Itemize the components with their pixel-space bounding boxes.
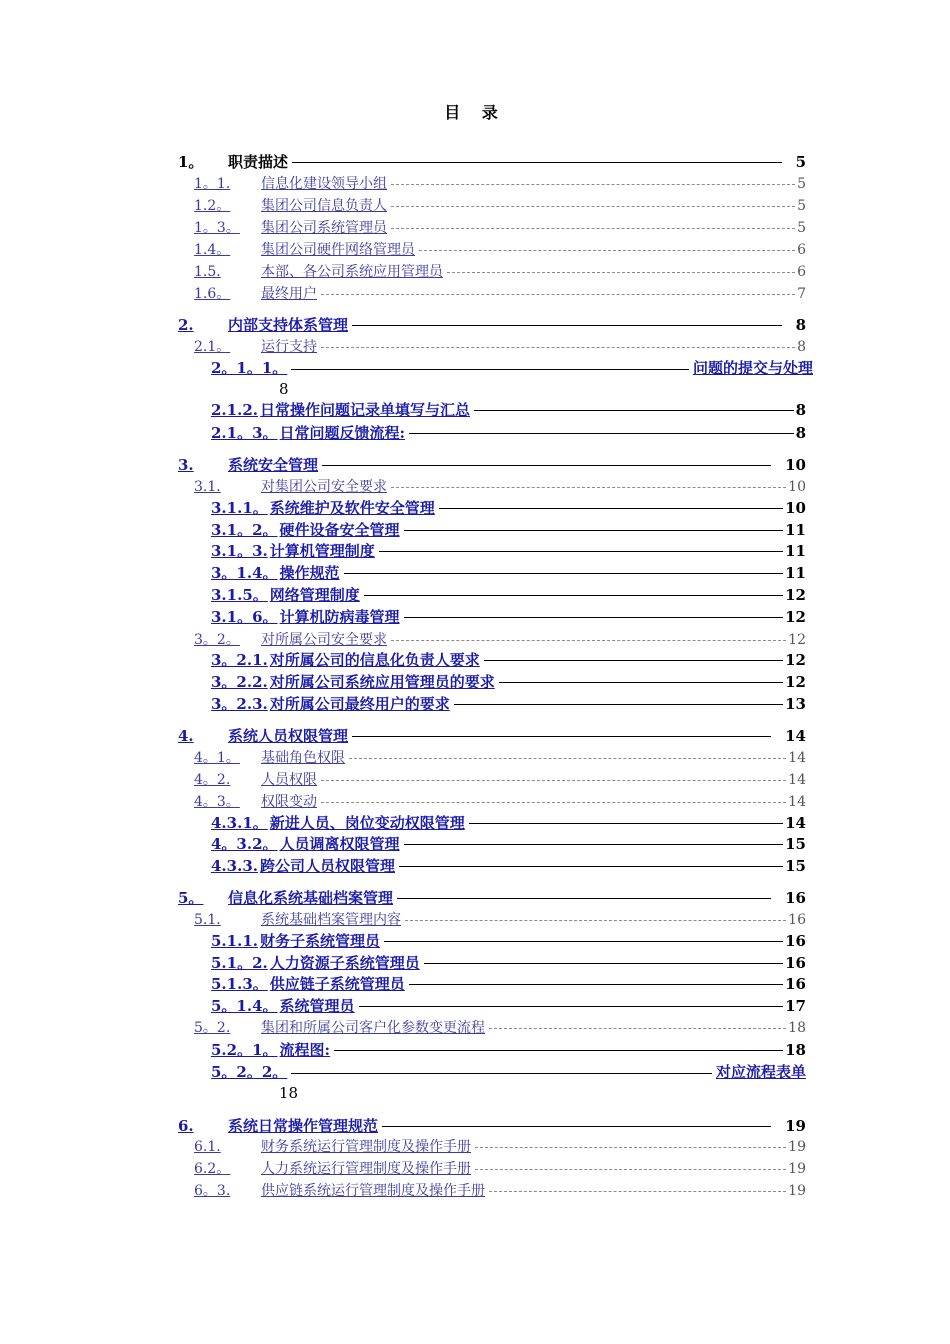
- toc-entry-page: 5: [797, 198, 806, 214]
- leader-line: [321, 802, 786, 803]
- leader-line: [391, 206, 795, 207]
- toc-entry-number: 5.1.1.: [211, 932, 258, 950]
- toc-entry-title: 对所属公司的信息化负责人要求: [269, 651, 480, 669]
- leader-line: [404, 530, 784, 531]
- toc-entry-number: 1.5.: [194, 264, 221, 280]
- toc-entry[interactable]: [211, 1062, 289, 1082]
- toc-entry-number: 1.6。: [194, 286, 231, 302]
- toc-entry-number: 1。: [178, 153, 204, 171]
- leader-line: [409, 984, 783, 985]
- toc-entry-title: 对所属公司最终用户的要求: [269, 695, 450, 713]
- toc-entry-page: 12: [788, 632, 806, 648]
- leader-line: [399, 866, 783, 867]
- leader-line: [344, 573, 784, 574]
- toc-entry-title: 系统管理员: [279, 997, 355, 1015]
- toc-entry-number: 1。3。: [194, 220, 240, 236]
- leader-line: [454, 704, 783, 705]
- toc-entry[interactable]: [211, 672, 495, 692]
- toc-entry-number: 1.2。: [194, 198, 231, 214]
- toc-entry-number: 3。2.2.: [211, 673, 268, 691]
- toc-entry-number: 6.: [178, 1117, 194, 1135]
- toc-entry[interactable]: [211, 974, 405, 994]
- leader-line: [409, 433, 793, 434]
- toc-entry-title: 对应流程表单: [715, 1063, 806, 1081]
- toc-entry-page: 10: [785, 456, 806, 474]
- toc-entry-title-right[interactable]: [716, 1062, 806, 1082]
- toc-entry-title: 对集团公司安全要求: [261, 479, 387, 495]
- leader-line: [334, 1050, 783, 1051]
- toc-entry-number: 3。1.4。: [211, 564, 278, 582]
- toc-entry[interactable]: [194, 337, 317, 357]
- toc-entry-page: 19: [788, 1161, 806, 1177]
- toc-entry-title: 权限变动: [261, 794, 317, 810]
- toc-entry-page: 16: [785, 889, 806, 907]
- toc-entry-number: 6.1.: [194, 1139, 221, 1155]
- toc-entry[interactable]: [211, 1040, 330, 1060]
- toc-entry-title: 网络管理制度: [269, 586, 360, 604]
- toc-entry-title: 人力系统运行管理制度及操作手册: [261, 1161, 471, 1177]
- toc-entry[interactable]: [211, 834, 400, 854]
- toc-entry[interactable]: [211, 931, 380, 951]
- toc-entry-number: 2.1。: [194, 339, 231, 355]
- toc-entry-number: 3.1。6。: [211, 608, 278, 626]
- toc-entry-number: 3。2。: [194, 632, 240, 648]
- toc-entry-page: 14: [785, 727, 806, 745]
- toc-entry-page: 18: [788, 1020, 806, 1036]
- toc-entry-number: 1.4。: [194, 242, 231, 258]
- toc-entry-title: 信息化建设领导小组: [261, 176, 387, 192]
- toc-entry-number: 5。1.4。: [211, 997, 278, 1015]
- toc-entry-number: 4.: [178, 727, 194, 745]
- toc-entry-page: 12: [785, 651, 806, 669]
- toc-entry-page: 18: [785, 1041, 806, 1059]
- toc-entry-number: 3.1.1。: [211, 499, 268, 517]
- toc-entry-number: 2.1。3。: [211, 424, 278, 442]
- toc-entry[interactable]: [194, 1137, 471, 1157]
- toc-entry[interactable]: [211, 694, 450, 714]
- toc-entry[interactable]: [211, 813, 465, 833]
- toc-entry-number: 3。2.1.: [211, 651, 268, 669]
- toc-entry[interactable]: [178, 455, 318, 475]
- toc-entry-page: 19: [785, 1117, 806, 1135]
- toc-entry-page: 17: [785, 997, 806, 1015]
- toc-entry[interactable]: [211, 541, 375, 561]
- toc-entry[interactable]: [194, 1159, 471, 1179]
- toc-entry-number: 2.1.2.: [211, 401, 258, 419]
- toc-entry-title: 集团公司硬件网络管理员: [261, 242, 415, 258]
- toc-entry-title: 运行支持: [261, 339, 317, 355]
- toc-entry[interactable]: [178, 315, 348, 335]
- leader-line: [484, 660, 783, 661]
- toc-entry-title: 信息化系统基础档案管理: [228, 889, 394, 907]
- leader-line: [404, 617, 784, 618]
- leader-line: [291, 1073, 712, 1074]
- toc-entry-title: 集团公司系统管理员: [261, 220, 387, 236]
- leader-line: [447, 272, 795, 273]
- toc-entry[interactable]: [178, 152, 288, 172]
- leader-line: [474, 410, 794, 411]
- toc-entry-title: 人力资源子系统管理员: [269, 954, 420, 972]
- toc-entry-number: 6.2。: [194, 1161, 231, 1177]
- toc-entry-number: 3.1.: [194, 479, 221, 495]
- leader-line: [475, 1147, 786, 1148]
- toc-entry-number: 5.1.3。: [211, 975, 268, 993]
- leader-line: [391, 487, 786, 488]
- toc-entry-title: 系统基础档案管理内容: [261, 912, 401, 928]
- toc-entry[interactable]: [194, 240, 415, 260]
- toc-entry[interactable]: [194, 1181, 485, 1201]
- toc-entry[interactable]: [211, 520, 400, 540]
- toc-entry-number: 3.1。2。: [211, 521, 278, 539]
- toc-entry-page: 14: [788, 750, 806, 766]
- leader-line: [364, 595, 783, 596]
- leader-line: [382, 1126, 771, 1127]
- toc-entry-title: 新进人员、岗位变动权限管理: [269, 814, 465, 832]
- toc-entry-page: 8: [797, 339, 806, 355]
- toc-entry-number: 3。2.3.: [211, 695, 268, 713]
- toc-entry[interactable]: [178, 888, 393, 908]
- toc-entry[interactable]: [194, 748, 345, 768]
- toc-entry-page: 11: [785, 564, 806, 582]
- toc-entry-title: 本部、各公司系统应用管理员: [261, 264, 443, 280]
- toc-entry-page: 14: [788, 794, 806, 810]
- toc-entry-title: 集团和所属公司客户化参数变更流程: [261, 1020, 485, 1036]
- toc-entry[interactable]: [178, 1116, 378, 1136]
- leader-line: [321, 347, 795, 348]
- toc-entry[interactable]: [194, 1018, 485, 1038]
- toc-entry-number: 3.1.5。: [211, 586, 268, 604]
- toc-entry[interactable]: [211, 585, 360, 605]
- toc-entry[interactable]: [194, 262, 443, 282]
- toc-entry-title: 系统日常操作管理规范: [228, 1117, 379, 1135]
- toc-entry-title: 系统维护及软件安全管理: [269, 499, 435, 517]
- toc-entry[interactable]: [194, 910, 401, 930]
- toc-entry-title: 硬件设备安全管理: [279, 521, 400, 539]
- leader-line: [419, 250, 795, 251]
- leader-line: [499, 682, 783, 683]
- toc-entry-page: 8: [795, 316, 806, 334]
- toc-entry-page: 16: [785, 932, 806, 950]
- toc-entry-number: 2.: [178, 316, 194, 334]
- toc-entry[interactable]: [194, 284, 317, 304]
- toc-entry-title: 基础角色权限: [261, 750, 345, 766]
- toc-entry-number: 5.1.: [194, 912, 221, 928]
- toc-entry-page: 8: [795, 401, 806, 419]
- toc-entry-number: 5。2。2。: [211, 1063, 288, 1081]
- toc-entry-number: 4。3。: [194, 794, 240, 810]
- toc-entry-page: 7: [797, 286, 806, 302]
- toc-entry-title: 人员调离权限管理: [279, 835, 400, 853]
- toc-entry[interactable]: [211, 423, 405, 443]
- leader-line: [404, 844, 784, 845]
- leader-line: [439, 508, 783, 509]
- toc-entry[interactable]: [194, 174, 387, 194]
- toc-entry[interactable]: [211, 856, 395, 876]
- toc-entry-number: 5。2.: [194, 1020, 231, 1036]
- toc-entry-title: 问题的提交与处理: [692, 359, 813, 377]
- toc-entry-title: 系统人员权限管理: [228, 727, 349, 745]
- leader-line: [384, 941, 783, 942]
- leader-line: [424, 963, 783, 964]
- toc-entry-page: 16: [785, 954, 806, 972]
- toc-entry-page: 16: [785, 975, 806, 993]
- toc-entry-number: 4。1。: [194, 750, 240, 766]
- toc-entry-page: 12: [785, 586, 806, 604]
- toc-entry-page: 10: [785, 499, 806, 517]
- toc-entry[interactable]: [211, 358, 289, 378]
- toc-entry-page: 5: [795, 153, 806, 171]
- toc-entry-page: 8: [279, 380, 289, 398]
- toc-entry-number: 4。3.2。: [211, 835, 278, 853]
- toc-entry-page: 12: [785, 673, 806, 691]
- leader-line: [359, 1006, 784, 1007]
- leader-line: [292, 162, 782, 163]
- leader-line: [489, 1028, 786, 1029]
- toc-entry-page: 19: [788, 1183, 806, 1199]
- toc-entry-number: 4.3.3.: [211, 857, 258, 875]
- toc-entry[interactable]: [194, 196, 387, 216]
- toc-entry-title: 日常问题反馈流程:: [279, 424, 406, 442]
- toc-entry-title: 内部支持体系管理: [228, 316, 349, 334]
- leader-line: [352, 325, 782, 326]
- toc-entry-number: 5.1。2.: [211, 954, 268, 972]
- toc-entry-title: 计算机防病毒管理: [279, 608, 400, 626]
- toc-entry[interactable]: [194, 792, 317, 812]
- toc-entry[interactable]: [211, 607, 400, 627]
- toc-entry-title: 系统安全管理: [228, 456, 319, 474]
- toc-entry-title: 操作规范: [279, 564, 340, 582]
- toc-entry[interactable]: [211, 563, 340, 583]
- leader-line: [291, 369, 689, 370]
- toc-entry[interactable]: [211, 996, 355, 1016]
- toc-entry-number: 4.3.1。: [211, 814, 268, 832]
- toc-entry-number: 5.2。1。: [211, 1041, 278, 1059]
- toc-entry-number: 2。1。1。: [211, 359, 288, 377]
- toc-entry-page: 10: [788, 479, 806, 495]
- toc-entry-title: 集团公司信息负责人: [261, 198, 387, 214]
- toc-entry-page: 12: [785, 608, 806, 626]
- toc-entry[interactable]: [194, 477, 387, 497]
- toc-entry-title: 职责描述: [228, 153, 289, 171]
- leader-line: [469, 823, 783, 824]
- toc-entry-title: 供应链系统运行管理制度及操作手册: [261, 1183, 485, 1199]
- toc-entry-number: 4。2.: [194, 772, 231, 788]
- toc-entry-page: 18: [279, 1084, 299, 1102]
- toc-entry-title: 跨公司人员权限管理: [259, 857, 395, 875]
- toc-entry-page: 5: [797, 176, 806, 192]
- toc-entry-page: 11: [785, 521, 806, 539]
- toc-entry-title: 供应链子系统管理员: [269, 975, 405, 993]
- toc-entry-title: 计算机管理制度: [269, 542, 375, 560]
- toc-entry[interactable]: [211, 650, 480, 670]
- toc-entry-number: 6。3.: [194, 1183, 231, 1199]
- leader-line: [391, 228, 795, 229]
- toc-entry-title: 对所属公司安全要求: [261, 632, 387, 648]
- leader-line: [322, 465, 771, 466]
- leader-line: [349, 758, 786, 759]
- leader-line: [397, 898, 771, 899]
- toc-entry[interactable]: [211, 498, 435, 518]
- leader-line: [352, 736, 771, 737]
- toc-entry-number: 5。: [178, 889, 204, 907]
- toc-entry-page: 19: [788, 1139, 806, 1155]
- toc-entry-title-right[interactable]: [693, 358, 813, 378]
- toc-entry-page: 6: [797, 242, 806, 258]
- leader-line: [379, 551, 783, 552]
- leader-line: [321, 780, 786, 781]
- toc-entry-page: 13: [785, 695, 806, 713]
- toc-entry-title: 对所属公司系统应用管理员的要求: [269, 673, 495, 691]
- leader-line: [391, 640, 786, 641]
- toc-entry-page: 14: [785, 814, 806, 832]
- toc-entry[interactable]: [194, 218, 387, 238]
- leader-line: [489, 1191, 786, 1192]
- toc-entry[interactable]: [178, 726, 348, 746]
- leader-line: [475, 1169, 786, 1170]
- toc-entry-title: 日常操作问题记录单填写与汇总: [259, 401, 470, 419]
- toc-entry-title: 流程图:: [279, 1041, 331, 1059]
- toc-entry-number: 3.1。3.: [211, 542, 268, 560]
- toc-entry[interactable]: [211, 953, 420, 973]
- toc-entry-title: 财务系统运行管理制度及操作手册: [261, 1139, 471, 1155]
- toc-entry-title: 最终用户: [261, 286, 317, 302]
- leader-line: [391, 184, 795, 185]
- toc-entry-page: 15: [785, 835, 806, 853]
- toc-entry-title: 人员权限: [261, 772, 317, 788]
- toc-entry-page: 6: [797, 264, 806, 280]
- toc-entry-page: 16: [788, 912, 806, 928]
- toc-entry[interactable]: [194, 770, 317, 790]
- toc-entry-title: 财务子系统管理员: [259, 932, 380, 950]
- toc-entry[interactable]: [211, 400, 470, 420]
- toc-entry-number: 1。1.: [194, 176, 231, 192]
- leader-line: [321, 294, 795, 295]
- toc-entry[interactable]: [194, 630, 387, 650]
- leader-line: [405, 920, 786, 921]
- toc-entry-page: 14: [788, 772, 806, 788]
- toc-entry-page: 11: [785, 542, 806, 560]
- toc-title: 目 录: [444, 103, 506, 122]
- toc-entry-page: 5: [797, 220, 806, 236]
- toc-entry-page: 8: [795, 424, 806, 442]
- toc-entry-number: 3.: [178, 456, 194, 474]
- toc-entry-page: 15: [785, 857, 806, 875]
